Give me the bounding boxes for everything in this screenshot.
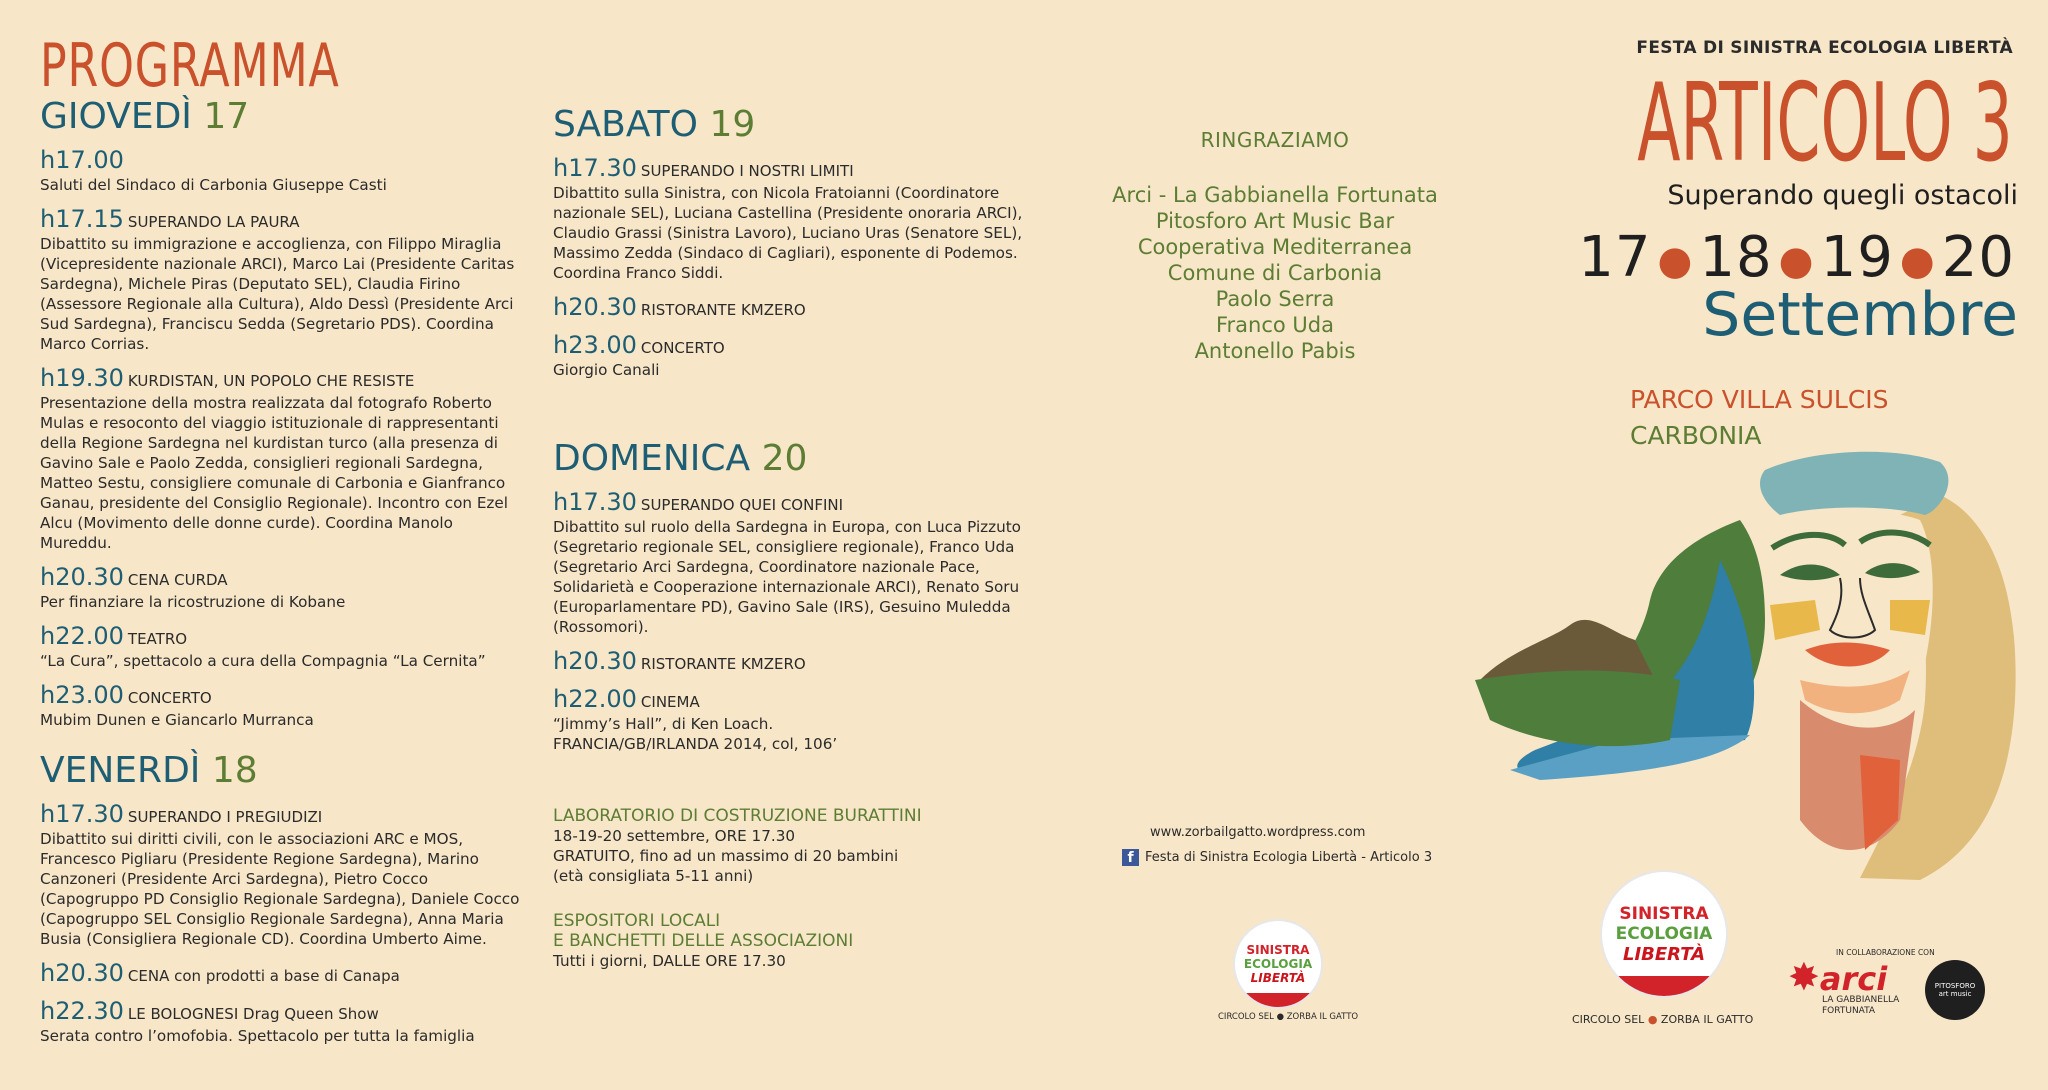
event-title: RISTORANTE KMZERO [640,654,806,673]
venue-city: CARBONIA [1630,421,1762,450]
date-number: 17 [1578,225,1652,290]
laboratorio-section [553,806,1053,886]
event-item [553,293,1053,321]
event-time: h20.30 [40,562,124,591]
event-title: CENA CURDA [127,570,228,589]
laboratorio-line: GRATUITO, fino ad un massimo di 20 bambini [553,846,899,865]
pitosforo-sub-text: art music [1938,990,1972,998]
event-item [40,959,520,987]
arci-logo [1788,955,1887,999]
event-header [40,622,520,650]
day-number: 17 [203,96,250,137]
event-time: h23.00 [553,330,637,359]
event-time: h17.30 [553,153,637,182]
date-number: 19 [1820,225,1894,290]
event-month: Settembre [1702,280,2018,350]
event-item [553,647,1053,675]
event-title: SUPERANDO I PREGIUDIZI [127,807,323,826]
circolo-text: ZORBA IL GATTO [1660,1013,1754,1026]
event-time: h17.00 [40,145,124,174]
ringraziamo-title: RINGRAZIAMO [1200,128,1350,152]
event-title: RISTORANTE KMZERO [640,300,806,319]
event-item [40,681,520,730]
day-name: GIOVEDÌ [40,96,192,137]
event-description: Dibattito sul ruolo della Sardegna in Europa, con Luca Pizzuto (Segretario regionale SEL, consigliere regionale), Franco Uda (Segretario Arci Sardegna, Coordinatore nazionale Pace, Solidarietà e Cooperazione internazionale ARCI), Renato Soru (Europarlamentare PD), Gavino Sale (IRS), Gesuino Muledda (Rossomori). [553,517,1021,636]
event-time: h17.30 [40,799,124,828]
event-header [40,146,520,174]
event-item [40,205,520,354]
day-title-venerdi [40,749,520,791]
event-title: LE BOLOGNESI [127,1004,239,1023]
facebook-label: Festa di Sinistra Ecologia Libertà - Articolo 3 [1145,850,1433,865]
sel-logo-large [1602,872,1726,996]
date-number: 18 [1699,225,1773,290]
event-title: KURDISTAN, UN POPOLO CHE RESISTE [127,371,415,390]
circolo-label-large [1572,1013,1753,1026]
event-description: Saluti del Sindaco di Carbonia Giuseppe Casti [40,175,387,194]
dot-separator: ● [1647,1013,1658,1026]
laboratorio-title: LABORATORIO DI COSTRUZIONE BURATTINI [553,805,922,826]
logo-stripe [1602,976,1726,996]
logo-text: LIBERTÀ [1250,971,1306,985]
venue-name: PARCO VILLA SULCIS [1630,385,1889,414]
thanks-item: Pitosforo Art Music Bar [1155,209,1395,233]
event-header [553,488,1053,516]
espositori-title: E BANCHETTI DELLE ASSOCIAZIONI [553,930,854,951]
event-description: Giorgio Canali [553,360,660,379]
espositori-title: ESPOSITORI LOCALI [553,910,721,931]
dot-separator: ● [1778,237,1815,284]
venerdi-event-list [40,800,520,1046]
facebook-icon: f [1122,849,1139,866]
sabato-event-list [553,154,1053,380]
event-description: Presentazione della mostra realizzata dal fotografo Roberto Mulas e resoconto del viaggio istituzionale di rappresentanti della Regione Sardegna nel kurdistan turco (alla presenza di Gavino Sale e Paolo Zedda, consiglieri regionali Sardegna, Matteo Sestu, consigliere comunale di Carbonia e Gianfranco Ganau, presidente del Consiglio Regionale). Incontro con Ezel Alcu (Movimento delle donne curde). Coordina Manolo Mureddu. [40,393,508,552]
event-description: Dibattito sulla Sinistra, con Nicola Fratoianni (Coordinatore nazionale SEL), Luciana Castellina (Presidente onoraria ARCI), Claudio Grassi (Sinistra Lavoro), Luciano Uras (Senatore SEL), Massimo Zedda (Sindaco di Cagliari), esponente di Podemos. Coordina Franco Siddi. [553,183,1023,282]
event-title: SUPERANDO QUEI CONFINI [640,495,844,514]
espositori-section [553,911,1053,971]
event-time: h20.30 [553,292,637,321]
event-title: CINEMA [640,692,700,711]
logo-text: SINISTRA [1619,903,1709,924]
event-header [553,685,1053,713]
event-header [553,331,1053,359]
pitosforo-text: PITOSFORO [1934,982,1976,990]
day-number: 20 [761,437,808,479]
logo-text: ECOLOGIA [1243,957,1313,971]
event-item [40,997,520,1046]
column-giovedi-venerdi [40,31,520,1046]
domenica-event-list [553,488,1053,754]
headscarf-shape [1760,452,1948,515]
thanks-item: Comune di Carbonia [1167,261,1383,285]
day-title-sabato [553,106,1053,144]
event-item [553,488,1053,637]
event-time: h17.30 [553,487,637,516]
event-title: CONCERTO [640,338,725,357]
cover-panel [1420,0,2048,1090]
event-time: h22.00 [553,684,637,713]
circolo-text: CIRCOLO SEL [1572,1013,1645,1026]
event-title: SUPERANDO LA PAURA [127,212,300,231]
arci-sub-text: LA GABBIANELLA [1822,995,1900,1005]
event-time: h20.30 [40,958,124,987]
logo-text: ECOLOGIA [1615,923,1713,944]
pitosforo-logo [1925,960,1985,1020]
event-item [553,331,1053,380]
event-item [40,563,520,612]
programma-title: PROGRAMMA [40,31,340,101]
event-title: CONCERTO [127,688,212,707]
thanks-item: Arci - La Gabbianella Fortunata [1112,183,1438,207]
event-header [553,154,1053,182]
day-name: DOMENICA [553,437,751,479]
logo-text: LIBERTÀ [1622,943,1706,965]
day-name: SABATO [553,104,699,145]
logo-text: SINISTRA [1246,943,1310,957]
festa-label: FESTA DI SINISTRA ECOLOGIA LIBERTÀ [1636,38,2013,58]
thanks-item: Cooperativa Mediterranea [1137,235,1413,259]
event-header [40,681,520,709]
event-title-rest: Drag Queen Show [238,1004,379,1023]
day-title-domenica [553,437,1053,479]
event-item [40,364,520,553]
event-description: Dibattito sui diritti civili, con le associazioni ARC e MOS, Francesco Pigliaru (Presidente Regione Sardegna), Marino Canzoneri (Presidente Arci Sardegna), Pietro Cocco (Capogruppo PD Consiglio Regionale Sardegna), Daniele Cocco (Capogruppo SEL Consiglio Regionale Sardegna), Anna Maria Busia (Consigliera Regionale CD). Coordina Umberto Aime. [40,829,520,948]
event-time: h22.30 [40,996,124,1025]
event-header [40,364,520,392]
day-number: 19 [709,104,756,145]
laboratorio-line: (età consigliata 5-11 anni) [553,866,754,885]
arci-text: arci [1819,960,1888,998]
event-item [553,685,1053,754]
giovedi-event-list [40,146,520,730]
website-url[interactable]: www.zorbailgatto.wordpress.com [1150,825,1366,840]
event-time: h22.00 [40,621,124,650]
event-item [553,154,1053,283]
date-number: 20 [1941,225,2015,290]
event-description: Mubim Dunen e Giancarlo Murranca [40,710,314,729]
dot-separator: ● [1657,237,1694,284]
thanks-item: Paolo Serra [1215,287,1335,311]
event-title: ARTICOLO 3 [1637,61,2013,186]
event-header [553,293,1053,321]
thanks-item: Antonello Pabis [1194,339,1356,363]
laboratorio-line: 18-19-20 settembre, ORE 17.30 [553,826,796,845]
sel-logo-small [1235,921,1321,1007]
event-title: SUPERANDO I NOSTRI LIMITI [640,161,854,180]
event-title: CENA [127,966,170,985]
event-item [40,146,520,195]
hill-green [1475,671,1680,747]
event-time: h17.15 [40,204,124,233]
event-header [40,563,520,591]
day-title-giovedi [40,98,520,136]
arci-sub-text: FORTUNATA [1822,1006,1876,1016]
event-header [40,997,520,1025]
event-description: Dibattito su immigrazione e accoglienza, con Filippo Miraglia (Vicepresidente nazionale ARCI), Marco Lai (Presidente Caritas Sardegna), Michele Piras (Deputato SEL), Claudia Firino (Assessore Regionale alla Cultura), Aldo Dessì (Presidente Arci Sud Sardegna), Franciscu Sedda (Segretario PDS). Coordina Marco Corrias. [40,234,515,353]
dot-separator: ● [1899,237,1936,284]
event-item [40,622,520,671]
event-header [553,647,1053,675]
right-cheek [1890,600,1930,635]
column-sabato-domenica [553,100,1053,971]
espositori-line: Tutti i giorni, DALLE ORE 17.30 [553,951,786,970]
event-time: h19.30 [40,363,124,392]
thanks-item: Franco Uda [1215,313,1334,337]
event-description: “La Cura”, spettacolo a cura della Compagnia “La Cernita” [40,651,486,670]
circolo-label-small: CIRCOLO SEL ● ZORBA IL GATTO [1218,1012,1359,1022]
arci-sub [1822,995,1899,1017]
event-title-rest: con prodotti a base di Canapa [169,966,400,985]
event-header [40,205,520,233]
event-time: h20.30 [553,646,637,675]
day-name: VENERDÌ [40,749,201,791]
event-title: TEATRO [127,629,188,648]
event-description: Serata contro l’omofobia. Spettacolo per tutta la famiglia [40,1026,475,1045]
day-number: 18 [211,749,258,791]
arci-star-icon: ✸ [1788,955,1820,999]
collaboration-label: IN COLLABORAZIONE CON [1836,948,1935,957]
event-header [40,959,520,987]
event-time: h23.00 [40,680,124,709]
event-subtitle: Superando quegli ostacoli [1667,180,2018,211]
event-description: “Jimmy’s Hall”, di Ken Loach. FRANCIA/GB/IRLANDA 2014, col, 106’ [553,714,838,753]
event-description: Per finanziare la ricostruzione di Kobane [40,592,346,611]
facebook-link[interactable] [1122,849,1432,866]
event-item [40,800,520,949]
logo-stripe [1235,993,1321,1007]
event-header [40,800,520,828]
